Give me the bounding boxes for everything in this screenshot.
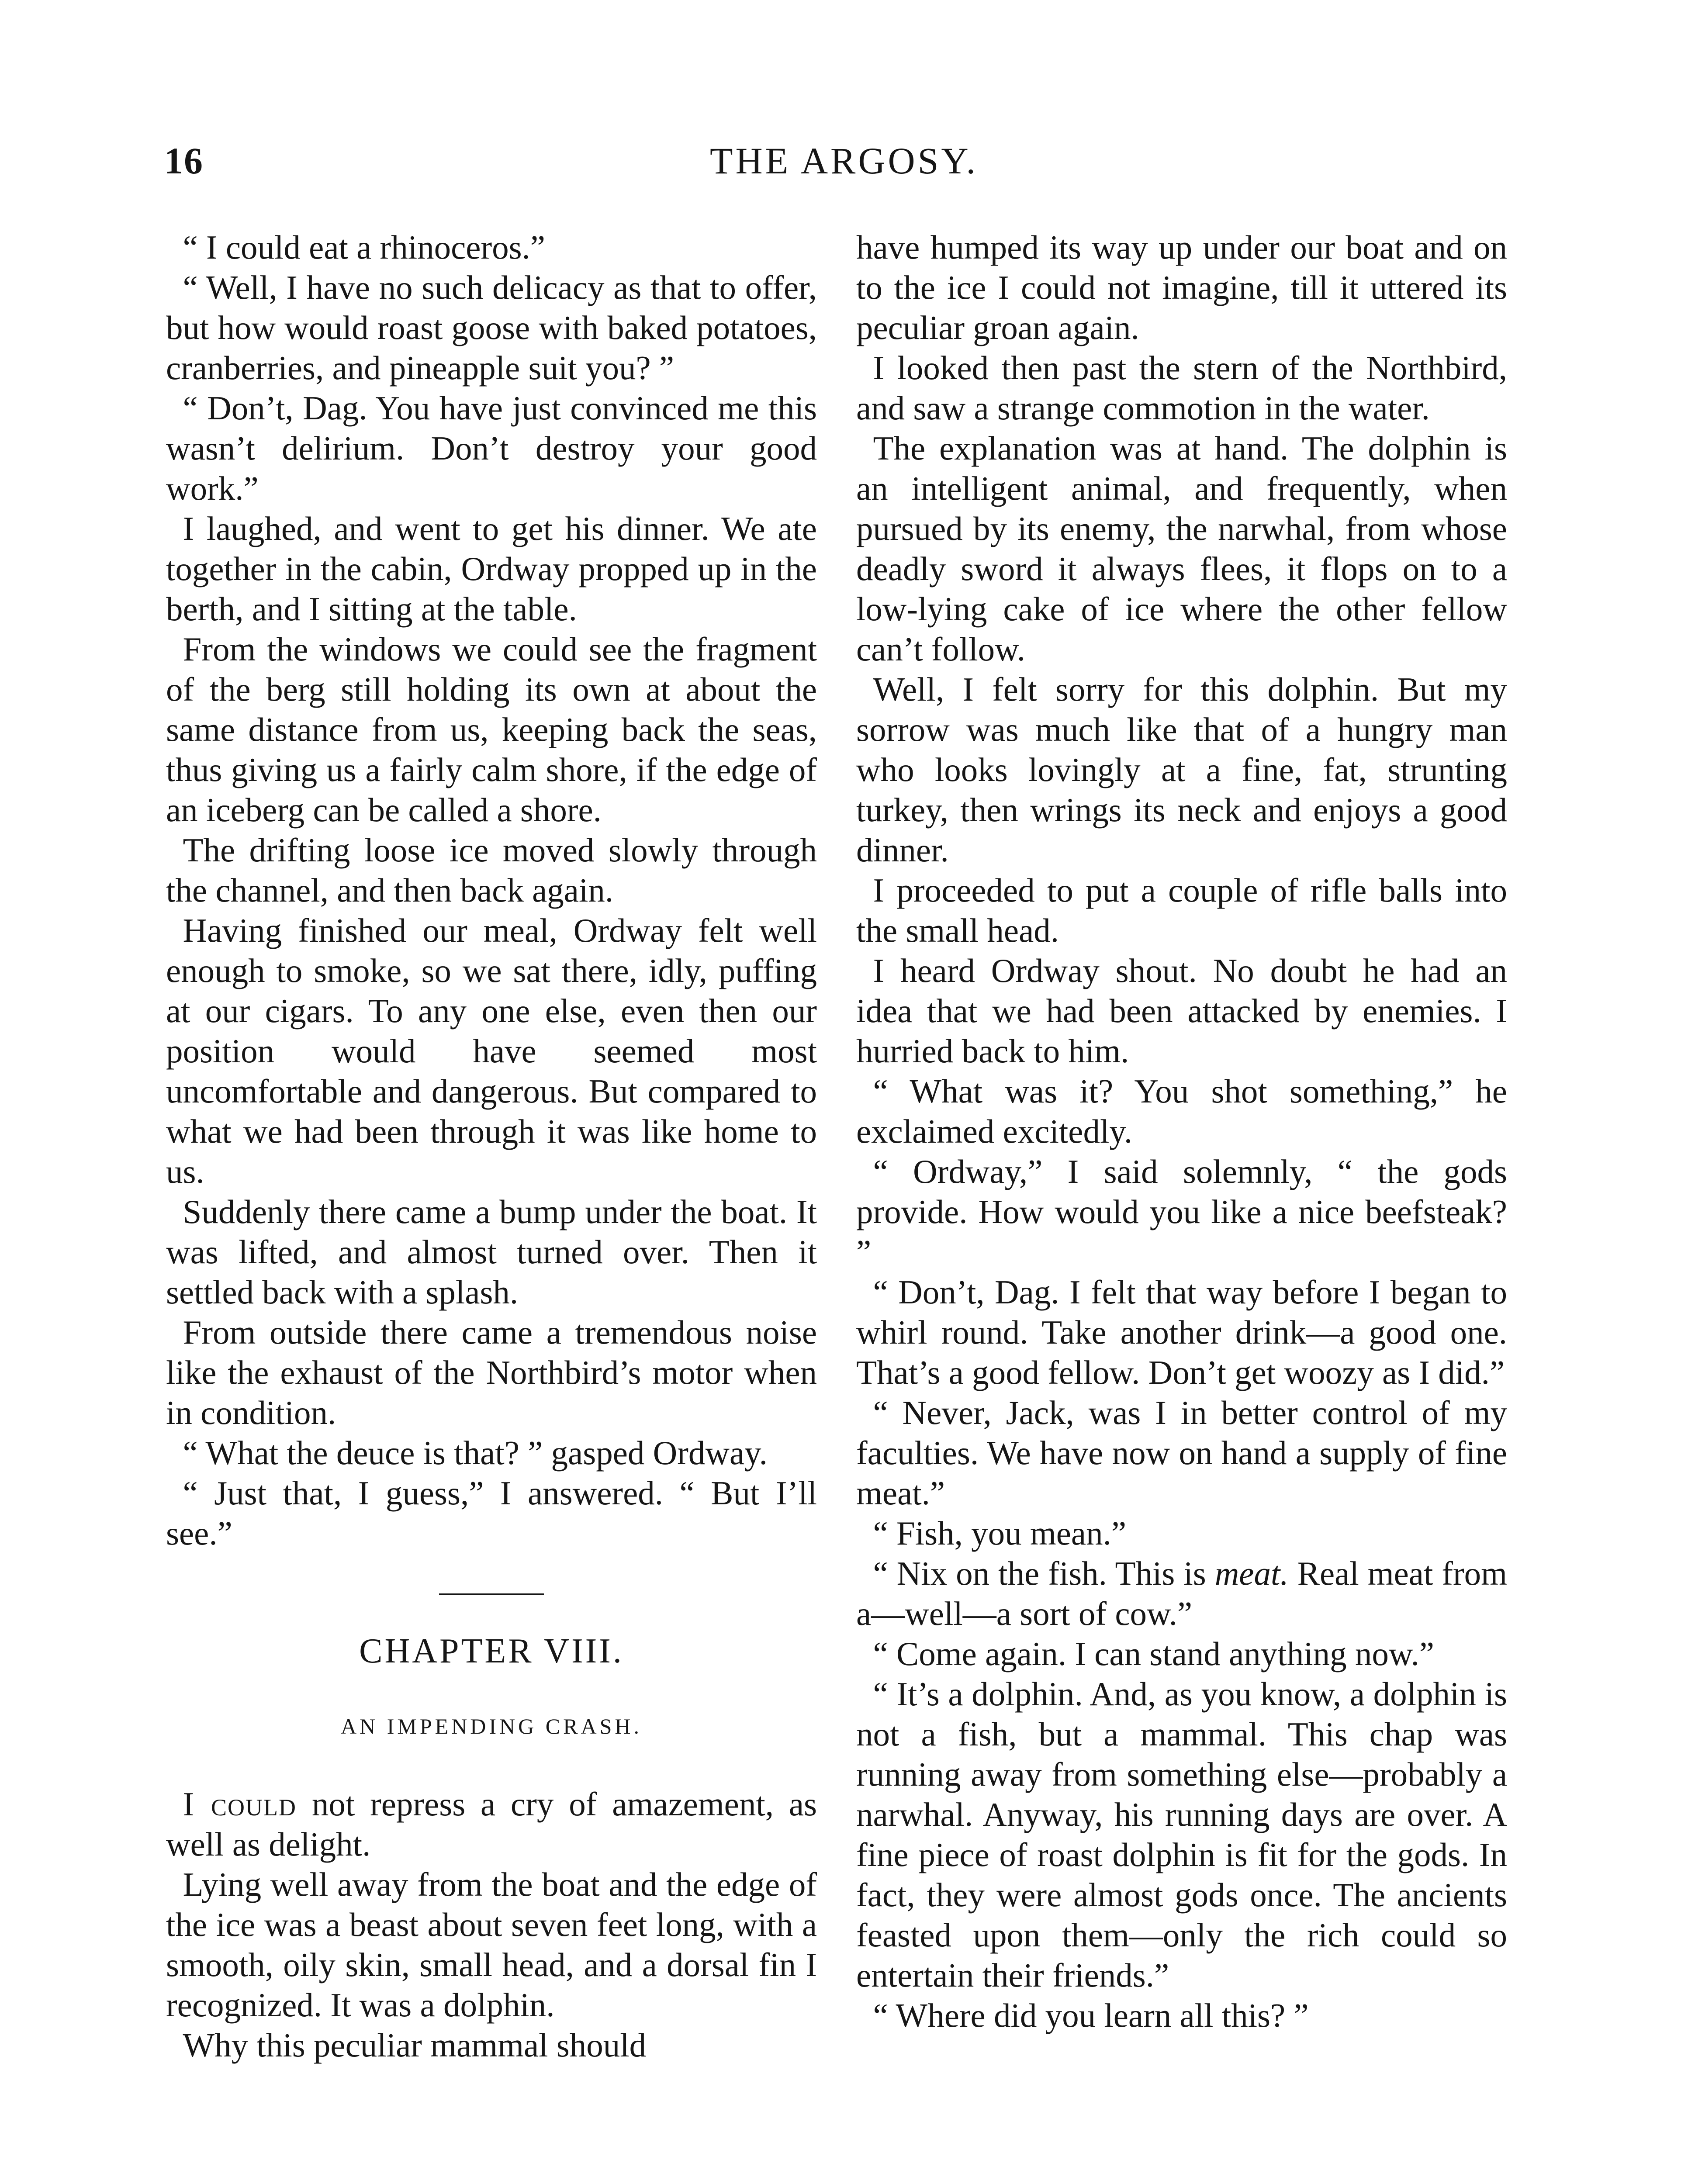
chapter-subtitle: AN IMPENDING CRASH. — [341, 1714, 642, 1738]
paragraph: Suddenly there came a bump under the boat. It was lifted, and almost turned over. Then it settled back with a splash. — [166, 1193, 817, 1311]
paragraph: “ It’s a dolphin. And, as you know, a dolphin is not a fish, but a mammal. This chap was running away from something else—probably a narwhal. Anyway, his running days are over. A fine piece of roast dolphin is fit for the gods. In fact, they were almost gods once. The ancients feasted upon them—only the rich could so entertain their friends.” — [856, 1675, 1507, 1994]
paragraph: “ Never, Jack, was I in better control of my faculties. We have now on hand a supply of fine meat.” — [856, 1394, 1507, 1512]
paragraph: I looked then past the stern of the Northbird, and saw a strange commotion in the water. — [856, 349, 1507, 427]
page-number: 16 — [164, 140, 204, 182]
right-column — [856, 227, 1507, 2035]
paragraph: Having finished our meal, Ordway felt well enough to smoke, so we sat there, idly, puffing at our cigars. To any one else, even then our position would have seemed most uncomfortable and dangerous. But compared to what we had been through it was like home to us. — [166, 912, 817, 1190]
opening-smallcaps: I could — [183, 1785, 297, 1823]
paragraph: Lying well away from the boat and the edge of the ice was a beast about seven feet long, with a smooth, oily skin, small head, and a dorsal fin I recognized. It was a dolphin. — [166, 1866, 817, 2024]
paragraph-continued: have humped its way up under our boat and on to the ice I could not imagine, till it uttered its peculiar groan again. — [856, 228, 1507, 346]
paragraph: “ Ordway,” I said solemnly, “ the gods provide. How would you like a nice beefsteak? ” — [856, 1153, 1507, 1271]
paragraph: I laughed, and went to get his dinner. We ate together in the cabin, Ordway propped up in the berth, and I sitting at the table. — [166, 510, 817, 628]
running-title: THE ARGOSY. — [710, 140, 978, 182]
paragraph: “ Well, I have no such delicacy as that to offer, but how would roast goose with baked potatoes, cranberries, and pineapple suit you? ” — [166, 269, 817, 387]
meat-paragraph — [856, 1553, 1507, 1634]
left-column — [166, 227, 817, 2065]
paragraph: “ What the deuce is that? ” gasped Ordway. — [183, 1434, 768, 1472]
paragraph: “ Fish, you mean.” — [873, 1514, 1127, 1552]
paragraph: “ Don’t, Dag. I felt that way before I began to whirl round. Take another drink—a good one. That’s a good fellow. Don’t get woozy as I did.” — [856, 1273, 1507, 1391]
paragraph: I heard Ordway shout. No doubt he had an idea that we had been attacked by enemies. I hurried back to him. — [856, 952, 1507, 1070]
meat-line-after: Real meat from a—well—a sort of cow.” — [856, 1555, 1507, 1632]
paragraph: The drifting loose ice moved slowly through the channel, and then back again. — [166, 831, 817, 909]
paragraph: Well, I felt sorry for this dolphin. But my sorrow was much like that of a hungry man who looks lovingly at a fine, fat, strunting turkey, then wrings its neck and enjoys a good dinner. — [856, 670, 1507, 869]
paragraph: Why this peculiar mammal should — [183, 2026, 647, 2064]
paragraph: From outside there came a tremendous noise like the exhaust of the Northbird’s motor when in condition. — [166, 1313, 817, 1431]
paragraph: “ Come again. I can stand anything now.” — [873, 1635, 1434, 1673]
paragraph: “ I could eat a rhinoceros.” — [183, 228, 545, 266]
meat-emphasis: meat. — [1214, 1555, 1289, 1592]
chapter-opening-paragraph — [166, 1784, 817, 1864]
meat-line-before: “ Nix on the fish. This is — [873, 1555, 1215, 1592]
section-divider — [439, 1593, 544, 1595]
chapter-heading: CHAPTER VIII. — [359, 1632, 624, 1670]
paragraph: From the windows we could see the fragment of the berg still holding its own at about the same distance from us, keeping back the seas, thus giving us a fairly calm shore, if the edge of an iceberg can be called a shore. — [166, 630, 817, 829]
paragraph: “ Where did you learn all this? ” — [873, 1997, 1309, 2034]
paragraph: The explanation was at hand. The dolphin is an intelligent animal, and frequently, when pursued by its enemy, the narwhal, from whose deadly sword it always flees, it flops on to a low-lying cake of ice where the other fellow can’t follow. — [856, 429, 1507, 668]
paragraph: “ What was it? You shot something,” he exclaimed excitedly. — [856, 1072, 1507, 1150]
paragraph: “ Just that, I guess,” I answered. “ But I’ll see.” — [166, 1474, 817, 1552]
paragraph: “ Don’t, Dag. You have just convinced me this wasn’t delirium. Don’t destroy your good work.” — [166, 389, 817, 507]
paragraph: I proceeded to put a couple of rifle balls into the small head. — [856, 871, 1507, 949]
page-header — [164, 139, 1524, 191]
opening-rest: not repress a cry of amazement, as well as delight. — [166, 1785, 817, 1863]
